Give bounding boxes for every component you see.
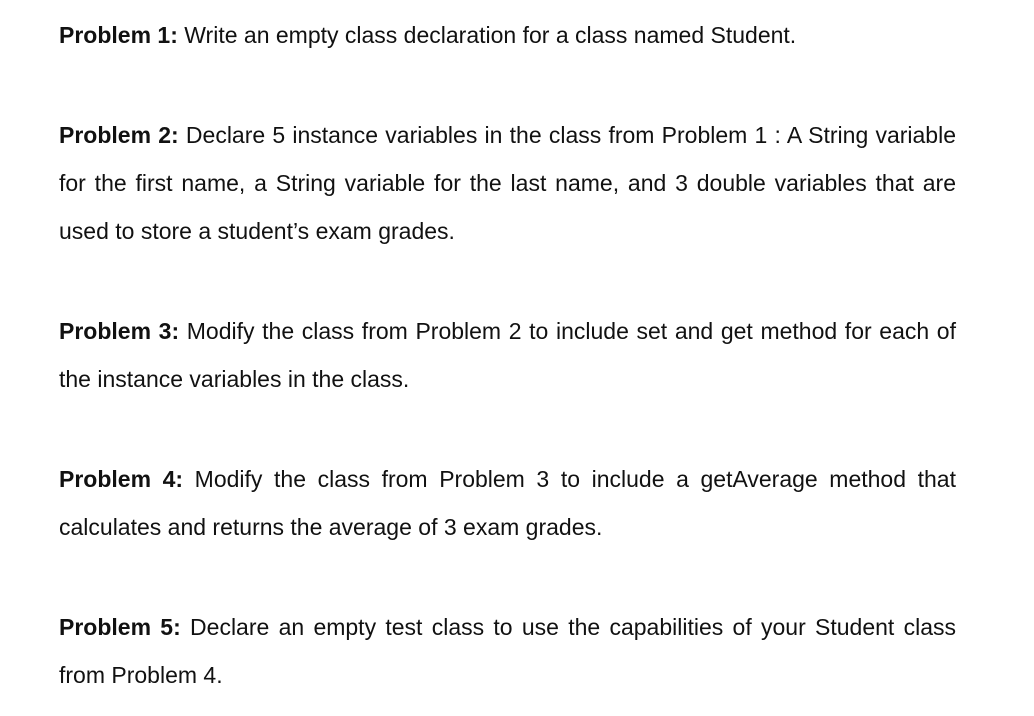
problem-4 [59, 455, 956, 551]
problem-2-text: Declare 5 instance variables in the class from Problem 1 : A String variable for the first name, a String variable for the last name, and 3 double variables that are used to store a student’s exam grades. [59, 122, 957, 244]
problem-3-label: Problem 3: [59, 318, 180, 344]
problem-4-label: Problem 4: [59, 466, 184, 492]
problem-3-text: Modify the class from Problem 2 to include set and get method for each of the instance variables in the class. [59, 318, 956, 392]
problem-4-text: Modify the class from Problem 3 to include a getAverage method that calculates and returns the average of 3 exam grades. [59, 466, 956, 540]
problem-5-label: Problem 5: [59, 614, 181, 640]
problem-1-label: Problem 1: [59, 22, 178, 48]
problem-5 [59, 603, 956, 699]
problem-5-text: Declare an empty test class to use the capabilities of your Student class from Problem 4. [59, 614, 956, 688]
problem-3 [59, 307, 956, 403]
problem-2 [59, 111, 956, 255]
problem-2-label: Problem 2: [59, 122, 179, 148]
problem-1 [59, 11, 956, 59]
problem-1-text: Write an empty class declaration for a class named Student. [177, 22, 797, 48]
